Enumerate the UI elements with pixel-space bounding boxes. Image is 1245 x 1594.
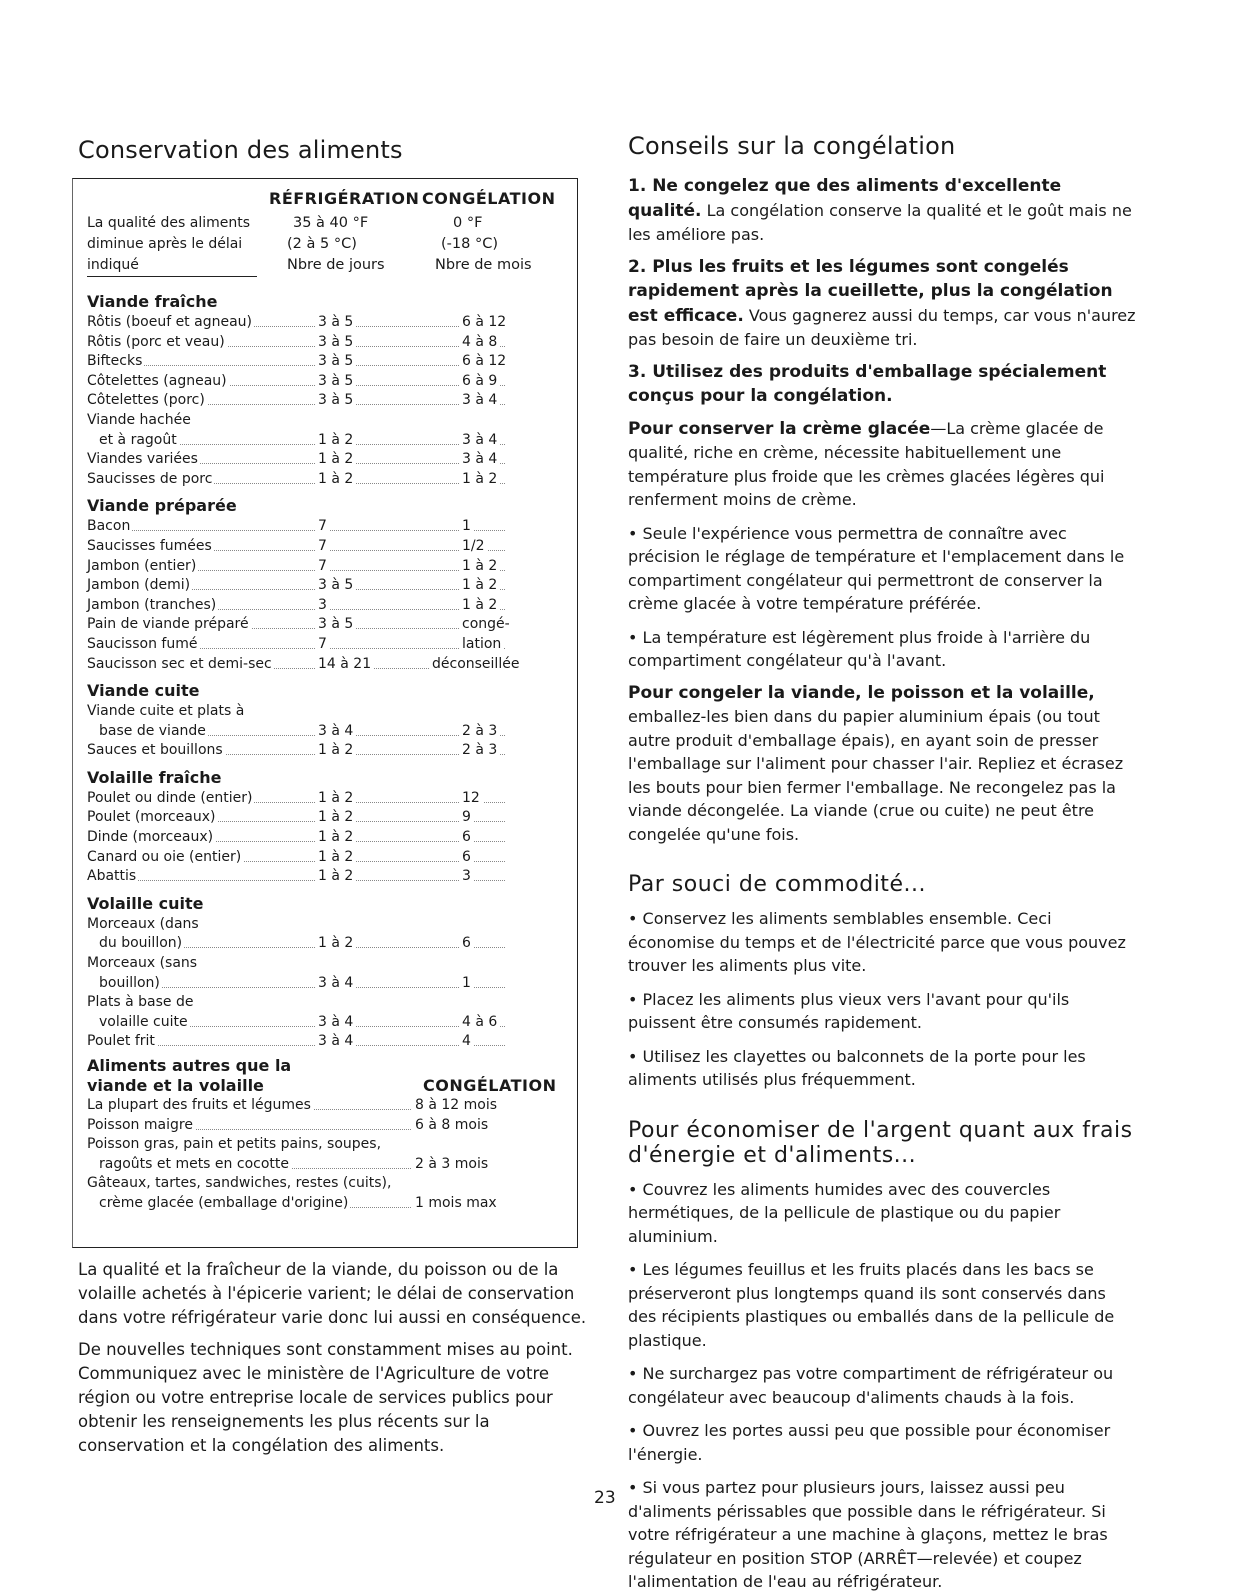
table-header: [87, 187, 565, 285]
icecream-paragraph: Pour conserver la crème glacée—La crème glacée de qualité, riche en crème, nécessite habituellement une température plus froide que les crèmes glacées légères qui renferment moins de crème.: [628, 418, 1105, 509]
bullet-item: • Couvrez les aliments humides avec des couvercles hermétiques, de la pellicule de plastique ou du papier aluminium.: [628, 1179, 1061, 1246]
subheading-economiser: Pour économiser de l'argent quant aux frais d'énergie et d'aliments...: [628, 1117, 1133, 1168]
bullet-item: • Placez les aliments plus vieux vers l'avant pour qu'ils puissent être consumés rapidement.: [628, 989, 1070, 1032]
storage-table: [72, 178, 578, 1248]
category-viande-cuite: Viande cuite: [87, 681, 200, 701]
table-row: Saucisses fumées 7 1/2: [87, 537, 565, 557]
table-row: ragoûts et mets en cocotte 2 à 3 mois: [87, 1155, 565, 1175]
table-row: Poisson maigre 6 à 8 mois: [87, 1116, 565, 1136]
note-paragraph: La qualité et la fraîcheur de la viande, du poisson ou de la volaille achetés à l'épicerie varient; le délai de conservation dans votre réfrigérateur varie donc lui aussi en conséquence.: [78, 1260, 587, 1327]
table-row: La plupart des fruits et légumes 8 à 12 mois: [87, 1096, 565, 1116]
tip-2: 2. Plus les fruits et les légumes sont congelés rapidement après la cueillette, plus la congélation est efficace. Vous gagnerez aussi du temps, car vous n'aurez pas besoin de faire un deuxième tri.: [628, 256, 1136, 349]
congel-unit: Nbre de mois: [435, 257, 532, 273]
bullet-item: • Ne surchargez pas votre compartiment de réfrigérateur ou congélateur avec beaucoup d'aliments chauds à la fois.: [628, 1364, 1114, 1407]
table-row: Canard ou oie (entier) 1 à 2 6: [87, 848, 565, 868]
table-row: Côtelettes (agneau) 3 à 5 6 à 9: [87, 372, 565, 392]
table-row: Bacon 7 1: [87, 517, 565, 537]
table-row: Jambon (entier) 7 1 à 2: [87, 557, 565, 577]
table-row: Abattis 1 à 2 3: [87, 867, 565, 887]
bullet-item: • Conservez les aliments semblables ensemble. Ceci économise du temps et de l'électricité parce que vous pouvez trouver les aliments plus vite.: [628, 909, 1126, 975]
desc-line: diminue après le délai: [87, 236, 243, 252]
table-row: Dinde (morceaux) 1 à 2 6: [87, 828, 565, 848]
page-number: 23: [594, 1488, 616, 1508]
desc-line: La qualité des aliments: [87, 215, 251, 231]
row-label: Morceaux (sans: [87, 955, 198, 972]
bullet-item: • La température est légèrement plus froide à l'arrière du compartiment congélateur qu'à l'avant.: [628, 627, 1091, 670]
congel-temp-c: (-18 °C): [441, 236, 498, 252]
row-label: Viande hachée: [87, 411, 191, 428]
right-column: [628, 132, 1138, 1594]
table-row: du bouillon) 1 à 2 6: [87, 934, 565, 954]
tip-1: 1. Ne congelez que des aliments d'excellente qualité. La congélation conserve la qualité et le goût mais ne les améliore pas.: [628, 176, 1132, 244]
refrig-unit: Nbre de jours: [287, 257, 385, 273]
col-header-congelation: CONGÉLATION: [422, 189, 556, 208]
table-row: volaille cuite 3 à 4 4 à 6: [87, 1013, 565, 1033]
table-row: Biftecks 3 à 5 6 à 12: [87, 352, 565, 372]
row-label: Gâteaux, tartes, sandwiches, restes (cuits),: [87, 1175, 392, 1192]
other-head-line: viande et la volaille: [87, 1076, 264, 1095]
row-label: Viande cuite et plats à: [87, 703, 245, 720]
table-row: Saucisson fumé 7 lation: [87, 635, 565, 655]
table-description: [87, 213, 257, 277]
row-label: Morceaux (dans: [87, 915, 199, 932]
left-notes: [78, 1258, 588, 1458]
category-volaille-cuite: Volaille cuite: [87, 893, 204, 913]
category-viande-preparee: Viande préparée: [87, 496, 237, 516]
table-row: Poulet (morceaux) 1 à 2 9: [87, 808, 565, 828]
table-row: bouillon) 3 à 4 1: [87, 974, 565, 994]
table-row: et à ragoût 1 à 2 3 à 4: [87, 431, 565, 451]
bullet-item: • Seule l'expérience vous permettra de connaître avec précision le réglage de température et l'emplacement dans le compartiment congélateur qui permettront de conserver la crème glacée à votre température préférée.: [628, 523, 1125, 613]
bullet-item: • Ouvrez les portes aussi peu que possible pour économiser l'énergie.: [628, 1421, 1111, 1464]
table-row: Poulet ou dinde (entier) 1 à 2 12: [87, 789, 565, 809]
row-label: Plats à base de: [87, 994, 194, 1011]
section-title-conseils: Conseils sur la congélation: [628, 132, 956, 160]
row-label: Poisson gras, pain et petits pains, soupes,: [87, 1136, 382, 1153]
tip-3: 3. Utilisez des produits d'emballage spécialement conçus pour la congélation.: [628, 361, 1107, 406]
congel-temp: 0 °F: [453, 215, 483, 231]
meat-paragraph: Pour congeler la viande, le poisson et la volaille, emballez-les bien dans du papier aluminium épais (ou tout autre produit d'emballage épais), en ayant soin de presser l'emballage sur l'aliment pour chasser l'air. Repliez et écrasez les bouts pour bien fermer l'emballage. Ne recongelez pas la viande décongelée. La viande (crue ou cuite) ne peut être congelée qu'une fois.: [628, 682, 1124, 844]
category-volaille-fraiche: Volaille fraîche: [87, 767, 222, 787]
col-header-refrigeration: RÉFRIGÉRATION: [269, 189, 420, 208]
table-row: Jambon (demi) 3 à 5 1 à 2: [87, 576, 565, 596]
table-row: Pain de viande préparé 3 à 5 congé-: [87, 615, 565, 635]
section-title-conservation: Conservation des aliments: [78, 136, 403, 164]
left-column: [78, 136, 588, 1466]
table-row: Côtelettes (porc) 3 à 5 3 à 4: [87, 391, 565, 411]
table-row: Sauces et bouillons 1 à 2 2 à 3: [87, 741, 565, 761]
category-other-foods: [87, 1056, 565, 1096]
subheading-commodite: Par souci de commodité...: [628, 872, 926, 897]
col-header-congelation-2: CONGÉLATION: [423, 1076, 557, 1095]
bullet-item: • Utilisez les clayettes ou balconnets de la porte pour les aliments utilisés plus fréquemment.: [628, 1046, 1086, 1089]
category-viande-fraiche: Viande fraîche: [87, 292, 218, 311]
table-row: Jambon (tranches) 3 1 à 2: [87, 596, 565, 616]
table-row: crème glacée (emballage d'origine) 1 mois max: [87, 1194, 565, 1214]
bullet-item: • Les légumes feuillus et les fruits placés dans les bacs se préserveront plus longtemps quand ils sont conservés dans des récipients plastiques ou emballés dans de la pellicule de plastique.: [628, 1260, 1115, 1350]
table-row: Rôtis (porc et veau) 3 à 5 4 à 8: [87, 333, 565, 353]
refrig-temp-c: (2 à 5 °C): [287, 236, 357, 252]
bullet-item: • Si vous partez pour plusieurs jours, laissez aussi peu d'aliments périssables que possible dans le réfrigérateur. Si votre réfrigérateur a une machine à glaçons, mettez le bras régulateur en position STOP (ARRÊT—relevée) et coupez l'alimentation de l'eau au réfrigérateur.: [628, 1478, 1108, 1591]
table-row: Saucisses de porc 1 à 2 1 à 2: [87, 470, 565, 490]
table-row: Viandes variées 1 à 2 3 à 4: [87, 450, 565, 470]
table-row: base de viande 3 à 4 2 à 3: [87, 722, 565, 742]
note-paragraph: De nouvelles techniques sont constamment mises au point. Communiquez avec le ministère de l'Agriculture de votre région ou votre entreprise locale de services publics pour obtenir les renseignements les plus récents sur la conservation et la congélation des aliments.: [78, 1340, 573, 1455]
other-head-line: Aliments autres que la: [87, 1056, 292, 1075]
table-row: Poulet frit 3 à 4 4: [87, 1032, 565, 1052]
table-row: Rôtis (boeuf et agneau) 3 à 5 6 à 12: [87, 313, 565, 333]
table-row: Saucisson sec et demi-sec 14 à 21 déconseillée: [87, 655, 565, 675]
desc-line: indiqué: [87, 257, 139, 273]
refrig-temp: 35 à 40 °F: [293, 215, 369, 231]
